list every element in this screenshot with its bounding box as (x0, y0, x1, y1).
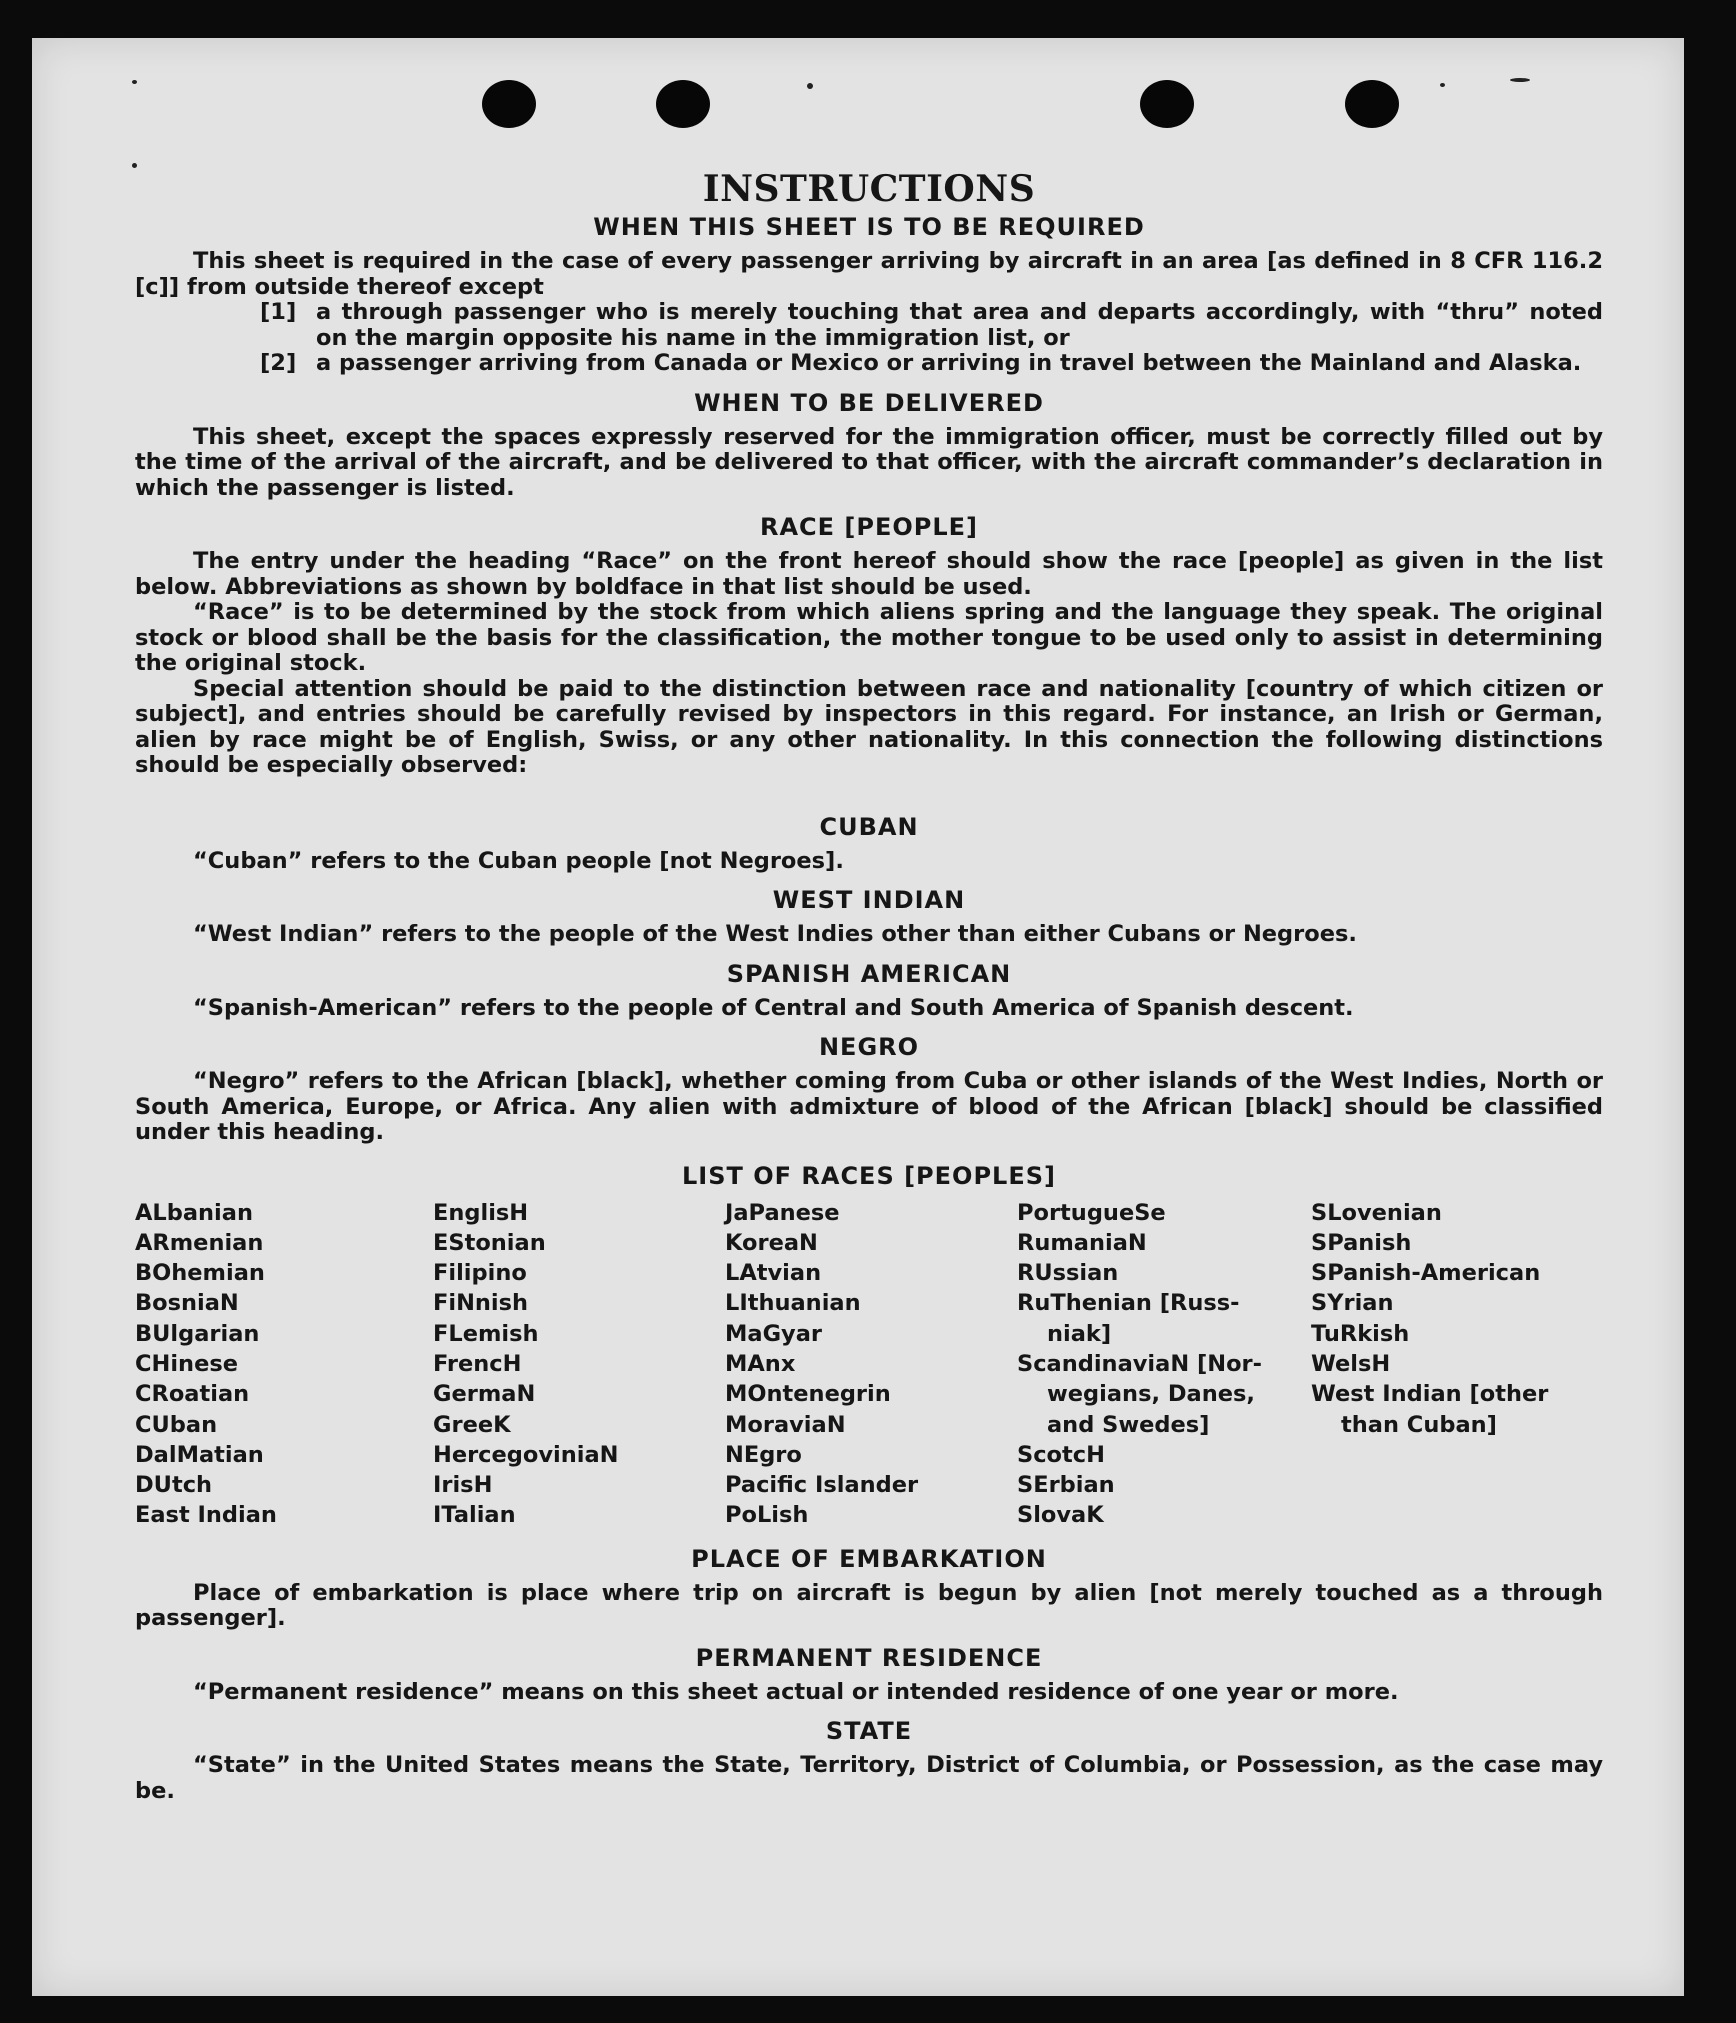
punch-hole (1140, 80, 1194, 128)
race-entry: SLovenian (1311, 1199, 1442, 1226)
exception-text: a through passenger who is merely touching that area and departs accordingly, with “thru” noted on the margin opposite his name in the immigration list, or (316, 299, 1603, 351)
heading-race: RACE [PEOPLE] (759, 513, 979, 541)
race-entry: ARmenian (135, 1229, 264, 1256)
page-title: INSTRUCTIONS (702, 168, 1036, 210)
race-entry: MaGyar (725, 1320, 822, 1347)
heading-when-delivered: WHEN TO BE DELIVERED (694, 388, 1044, 417)
race-entry-continuation: wegians, Danes, (1047, 1381, 1255, 1408)
race-paragraph: The entry under the heading “Race” on the front hereof should show the race [people] as given in the list below. Abbreviations as shown by boldface in that list should be used. (135, 548, 1603, 600)
race-entry-continuation: niak] (1047, 1320, 1112, 1347)
race-entry: MAnx (725, 1350, 796, 1377)
race-entry: NEgro (725, 1441, 802, 1468)
state-text: “State” in the United States means the State, Territory, District of Columbia, or Possession, as the case may be. (135, 1752, 1603, 1804)
race-entry: SPanish-American (1311, 1260, 1541, 1287)
race-entry: CRoatian (135, 1381, 250, 1408)
paper-speck (1440, 83, 1445, 87)
race-entry: HercegoviniaN (433, 1441, 619, 1468)
race-entry: BosniaN (135, 1290, 239, 1317)
heading-spanish-american: SPANISH AMERICAN (726, 959, 1012, 988)
race-entry: FLemish (433, 1320, 539, 1347)
race-entry: RUssian (1017, 1260, 1119, 1287)
race-entry: ALbanian (135, 1199, 253, 1226)
residence-text: “Permanent residence” means on this sheet actual or intended residence of one year or more. (193, 1678, 1399, 1705)
spanish-american-text: “Spanish-American” refers to the people of Central and South America of Spanish descent. (193, 994, 1354, 1021)
race-entry: SPanish (1311, 1229, 1412, 1256)
punch-hole (656, 80, 710, 128)
race-column (433, 1198, 725, 1531)
west-indian-text: “West Indian” refers to the people of the West Indies other than either Cubans or Negroes. (193, 921, 1357, 947)
race-entry: PoLish (725, 1502, 809, 1529)
race-column (1017, 1198, 1311, 1531)
embarkation-text: Place of embarkation is place where trip on aircraft is begun by alien [not merely touched as a through passenger]. (135, 1579, 1603, 1632)
punch-hole (482, 80, 536, 128)
paper-speck (1510, 78, 1530, 82)
race-entry: RumaniaN (1017, 1229, 1147, 1256)
race-entry: RuThenian [Russ- (1017, 1290, 1240, 1317)
race-entry: BOhemian (135, 1260, 265, 1287)
heading-permanent-residence: PERMANENT RESIDENCE (695, 1643, 1043, 1672)
when-required-intro: This sheet is required in the case of every passenger arriving by aircraft in an area [as defined in 8 CFR 116.2 [c]] from outside thereof except (135, 248, 1603, 300)
race-entry: WelsH (1311, 1350, 1391, 1377)
when-delivered-text: This sheet, except the spaces expressly reserved for the immigration officer, must be correctly filled out by the time of the arrival of the aircraft, and be delivered to that officer, with the aircraft commander’s declaration in which the passenger is listed. (135, 423, 1603, 501)
race-entry: West Indian [other (1311, 1381, 1549, 1408)
punch-hole (1345, 80, 1399, 128)
race-entry: FiNnish (433, 1290, 529, 1317)
heading-cuban: CUBAN (819, 812, 919, 841)
race-entry: BUlgarian (135, 1320, 260, 1347)
race-entry: ScandinaviaN [Nor- (1017, 1350, 1262, 1377)
paper-speck (132, 80, 137, 84)
race-entry: EnglisH (433, 1199, 529, 1226)
race-entry: LAtvian (725, 1260, 822, 1287)
race-entry: MoraviaN (725, 1411, 846, 1438)
race-entry: GermaN (433, 1381, 536, 1408)
heading-when-required: WHEN THIS SHEET IS TO BE REQUIRED (593, 213, 1145, 241)
exception-text: a passenger arriving from Canada or Mexico or arriving in travel between the Mainland and Alaska. (316, 350, 1582, 376)
race-column (725, 1198, 1017, 1531)
race-entry: PortugueSe (1017, 1199, 1166, 1226)
race-entry: ScotcH (1017, 1441, 1105, 1468)
race-entry: ITalian (433, 1502, 516, 1529)
race-paragraph: “Race” is to be determined by the stock from which aliens spring and the language they speak. The original stock or blood shall be the basis for the classification, the mother tongue to be used only to assist in determining the original stock. (135, 599, 1603, 676)
race-entry: GreeK (433, 1411, 511, 1438)
race-entry: DUtch (135, 1472, 213, 1499)
race-entry: JaPanese (725, 1199, 840, 1226)
paper-speck (807, 83, 813, 89)
document-sheet (32, 38, 1684, 1996)
race-entry: SErbian (1017, 1472, 1115, 1499)
heading-embarkation: PLACE OF EMBARKATION (691, 1544, 1047, 1573)
race-entry: FrencH (433, 1350, 522, 1377)
heading-list-of-races: LIST OF RACES [PEOPLES] (682, 1161, 1056, 1190)
race-entry: LIthuanian (725, 1290, 861, 1317)
race-entry: IrisH (433, 1472, 493, 1499)
cuban-text: “Cuban” refers to the Cuban people [not Negroes]. (193, 847, 844, 874)
race-entry: KoreaN (725, 1229, 818, 1256)
race-entry: Filipino (433, 1260, 527, 1287)
race-entry: Pacific Islander (725, 1472, 919, 1499)
race-column (135, 1198, 433, 1531)
heading-state: STATE (825, 1717, 913, 1746)
exception-item (260, 300, 1603, 351)
exception-number: [2] (260, 350, 297, 376)
race-entry: CUban (135, 1411, 218, 1438)
heading-west-indian: WEST INDIAN (772, 886, 966, 914)
race-column (1311, 1198, 1603, 1531)
heading-negro: NEGRO (818, 1033, 920, 1061)
race-entry: TuRkish (1311, 1320, 1410, 1347)
race-list (135, 1198, 1603, 1531)
race-entry: DalMatian (135, 1441, 264, 1468)
exception-item (260, 351, 1603, 377)
race-entry: East Indian (135, 1502, 277, 1529)
race-entry: EStonian (433, 1229, 546, 1256)
negro-text: “Negro” refers to the African [black], whether coming from Cuba or other islands of the West Indies, North or South America, Europe, or Africa. Any alien with admixture of blood of the African [black] should be classified under this heading. (135, 1068, 1603, 1145)
race-entry: MOntenegrin (725, 1381, 891, 1408)
race-entry: SlovaK (1017, 1502, 1104, 1529)
race-entry: CHinese (135, 1350, 238, 1377)
race-entry-continuation: than Cuban] (1341, 1411, 1497, 1438)
exception-number: [1] (260, 299, 297, 325)
race-entry-continuation: and Swedes] (1047, 1411, 1210, 1438)
race-entry: SYrian (1311, 1290, 1394, 1317)
instructions-content (135, 133, 1603, 1804)
race-paragraph: Special attention should be paid to the distinction between race and nationality [country of which citizen or subject], and entries should be carefully revised by inspectors in this regard. For instance, an Irish or German, alien by race might be of English, Swiss, or any other nationality. In this connection the following distinctions should be especially observed: (135, 675, 1603, 778)
